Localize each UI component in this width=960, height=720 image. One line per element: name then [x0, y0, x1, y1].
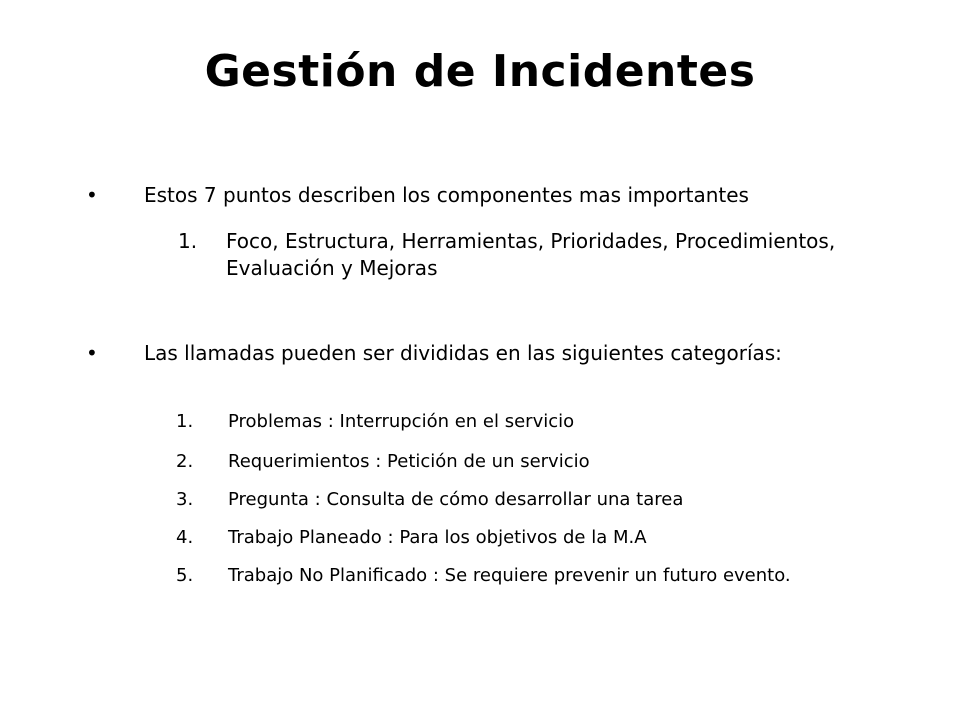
bullet-text: Las llamadas pueden ser divididas en las siguientes categorías:	[144, 341, 782, 365]
bullet-marker: •	[86, 341, 98, 365]
list-item-number: 4.	[176, 527, 194, 548]
list-item-number: 1.	[176, 411, 194, 432]
list-item-text: Trabajo Planeado : Para los objetivos de la M.A	[228, 527, 647, 548]
bullet-marker: •	[86, 183, 98, 207]
list-item-text: Requerimientos : Petición de un servicio	[228, 451, 590, 472]
list-item-number: 1.	[178, 229, 198, 253]
list-item-number: 2.	[176, 451, 194, 472]
list-item-number: 5.	[176, 565, 194, 586]
slide-title: Gestión de Incidentes	[204, 46, 756, 97]
bullet-text: Estos 7 puntos describen los componentes mas importantes	[144, 183, 749, 207]
list-item-text: Pregunta : Consulta de cómo desarrollar una tarea	[228, 489, 684, 510]
list-item-text: Foco, Estructura, Herramientas, Prioridades, Procedimientos, Evaluación y Mejoras	[226, 229, 836, 280]
list-item-text: Trabajo No Planificado : Se requiere prevenir un futuro evento.	[228, 565, 791, 586]
list-item-number: 3.	[176, 489, 194, 510]
list-item-text: Problemas : Interrupción en el servicio	[228, 411, 575, 432]
